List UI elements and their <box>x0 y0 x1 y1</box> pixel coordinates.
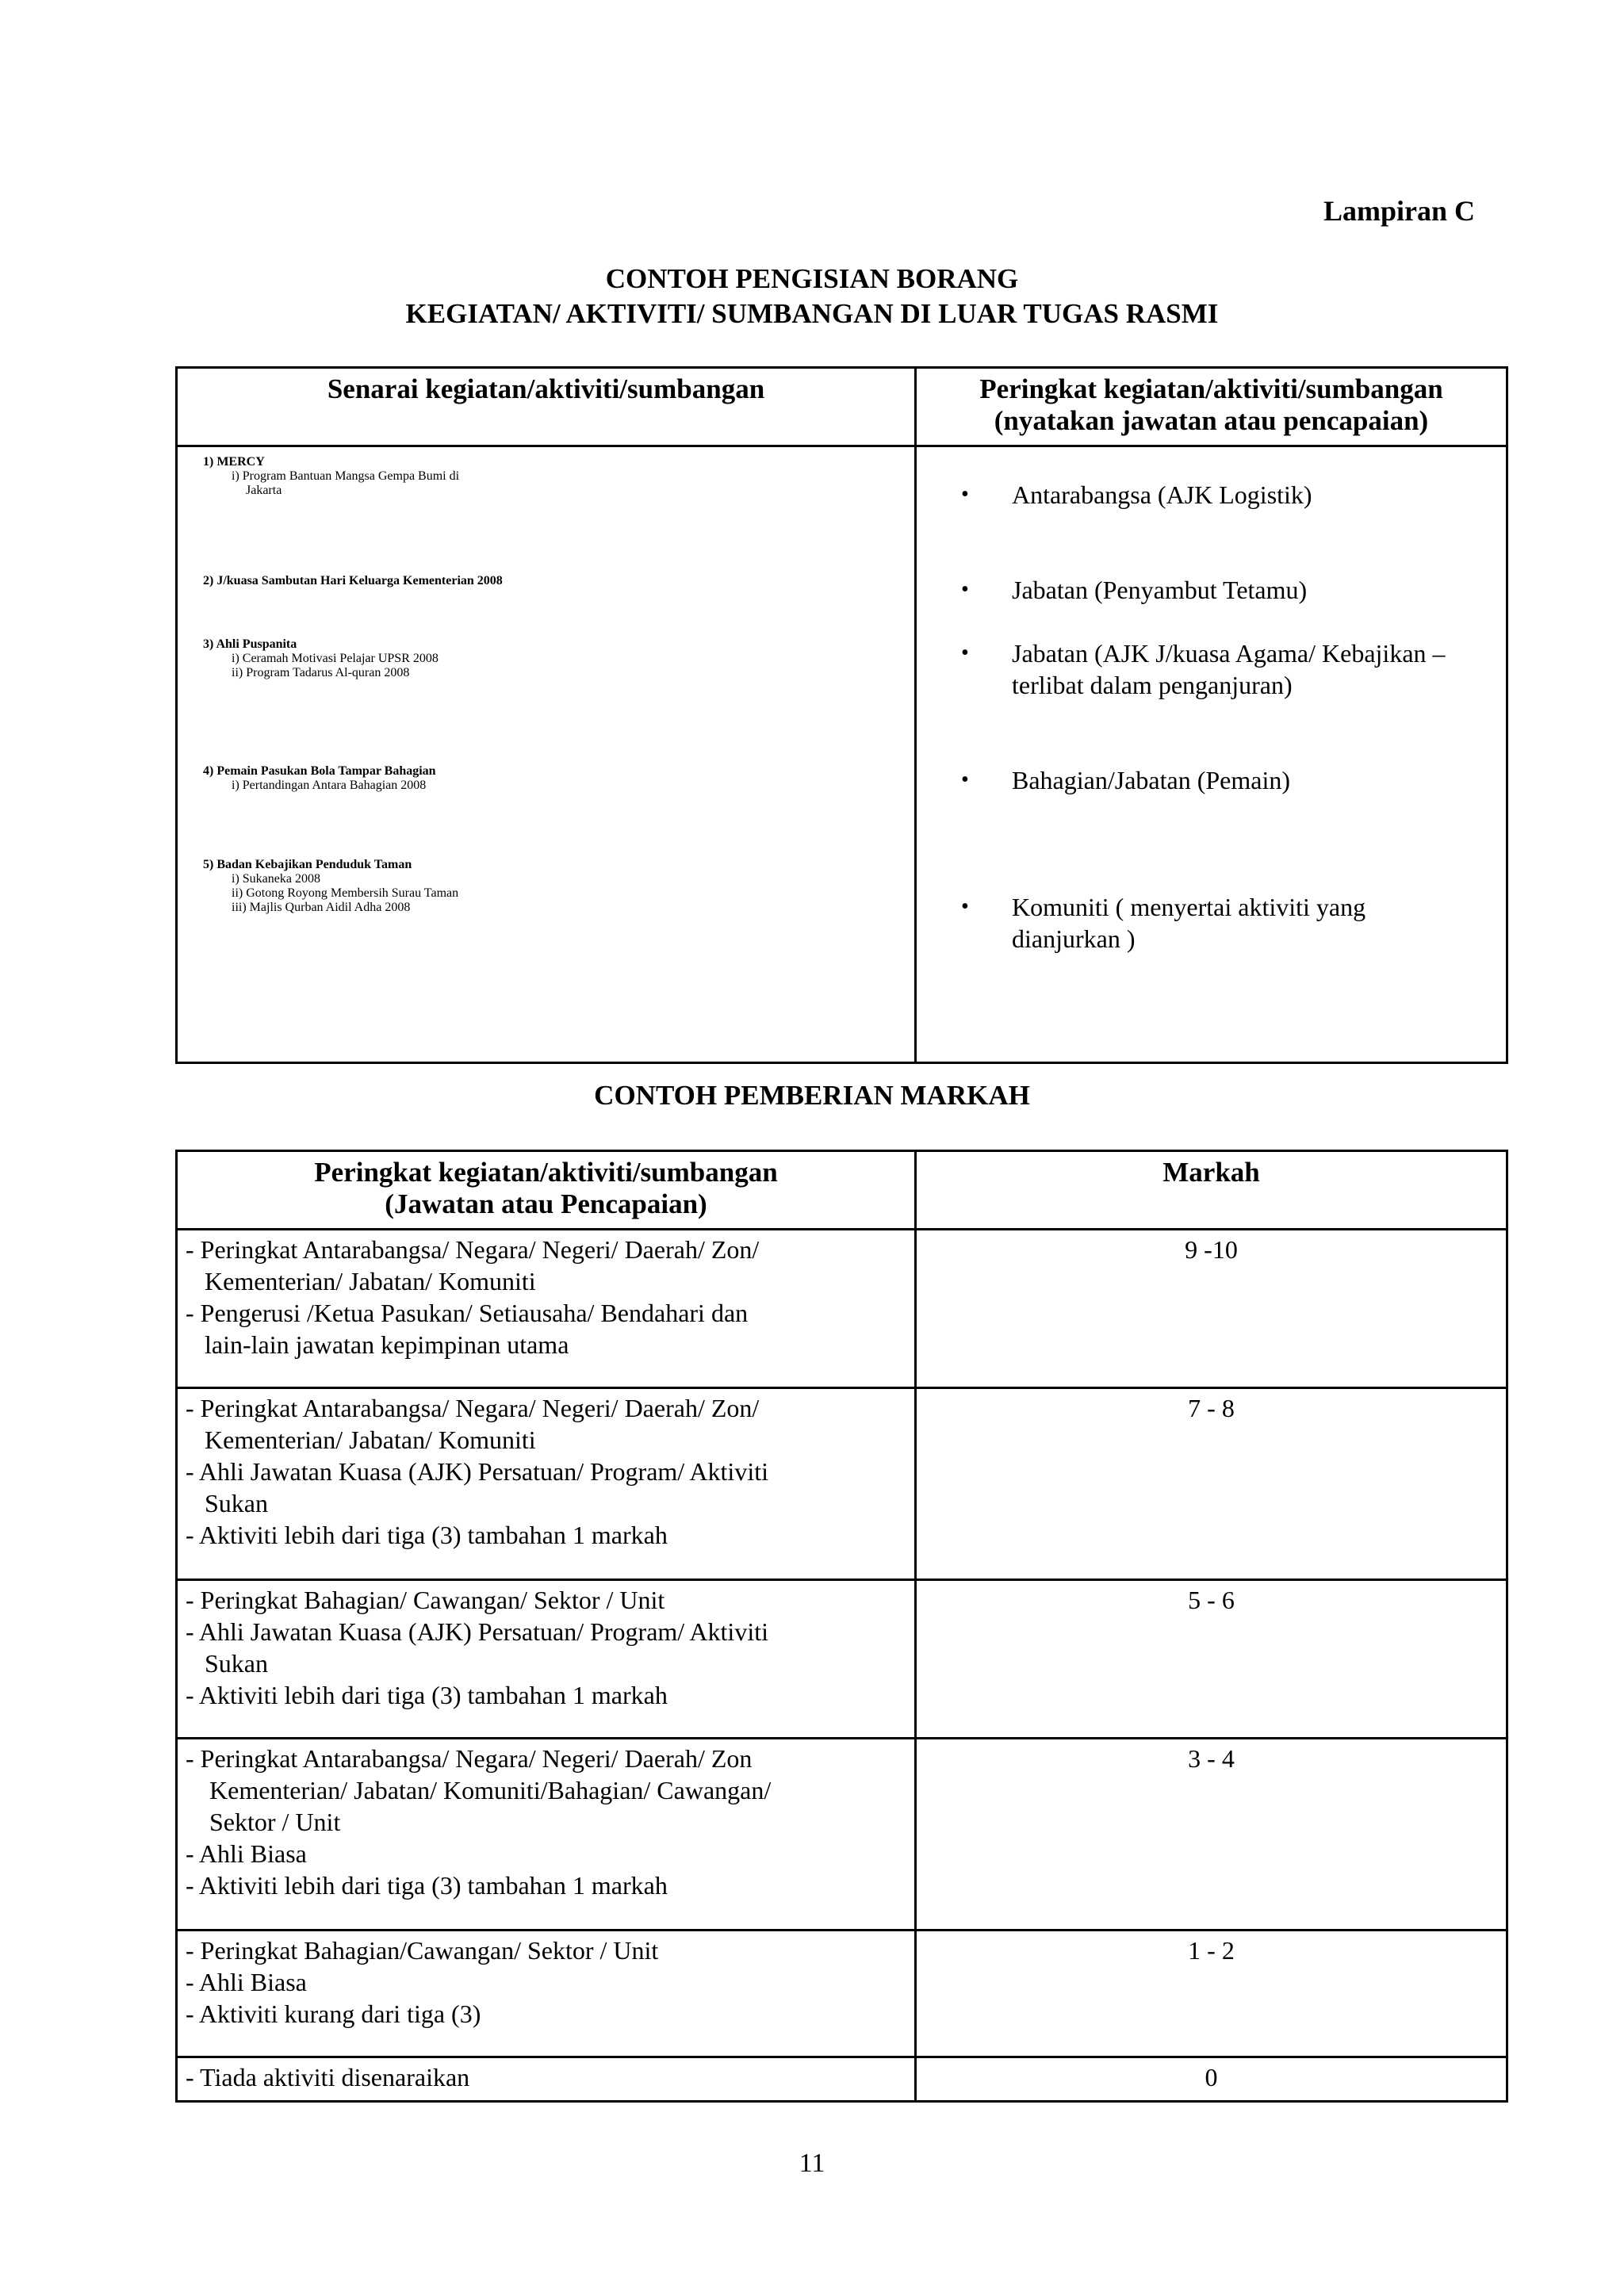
level-text: dianjurkan ) <box>1012 924 1136 953</box>
activity-group <box>203 858 458 915</box>
level-text: terlibat dalam penganjuran) <box>1012 671 1293 699</box>
criteria-line: - Tiada aktiviti disenaraikan <box>186 2063 470 2091</box>
activity-group-heading: 2) J/kuasa Sambutan Hari Keluarga Kementerian 2008 <box>203 574 503 587</box>
criteria-line: - Peringkat Antarabangsa/ Negara/ Negeri/ Daerah/ Zon/ <box>186 1394 760 1422</box>
marking-header-row <box>177 1151 1507 1230</box>
activity-item: ii) Gotong Royong Membersih Surau Taman <box>232 886 459 900</box>
criteria-line: Kementerian/ Jabatan/ Komuniti <box>205 1425 536 1454</box>
marking-table <box>175 1150 1508 2103</box>
activity-list-cell <box>177 446 916 1063</box>
criteria-line: - Peringkat Antarabangsa/ Negara/ Negeri/ Daerah/ Zon/ <box>186 1235 760 1264</box>
level-text: Jabatan (AJK J/kuasa Agama/ Kebajikan – <box>1012 639 1446 668</box>
marking-example-title: CONTOH PEMBERIAN MARKAH <box>594 1080 1030 1111</box>
marking-level-header-line1: Peringkat kegiatan/aktiviti/sumbangan <box>314 1157 778 1188</box>
criteria-line: - Aktiviti lebih dari tiga (3) tambahan 1 markah <box>186 1521 668 1549</box>
table-row <box>177 1230 1507 1388</box>
activity-level-header-line2: (nyatakan jawatan atau pencapaian) <box>994 405 1429 436</box>
marking-score-cell: 0 <box>916 2057 1507 2102</box>
marking-criteria-cell <box>177 1388 916 1580</box>
activity-item: i) Pertandingan Antara Bahagian 2008 <box>232 779 427 792</box>
table-row <box>177 1580 1507 1739</box>
level-text: Komuniti ( menyertai aktiviti yang <box>1012 893 1366 921</box>
criteria-line: - Peringkat Bahagian/ Cawangan/ Sektor / Unit <box>186 1586 665 1614</box>
criteria-line: Kementerian/ Jabatan/ Komuniti/Bahagian/ Cawangan/ <box>209 1776 772 1804</box>
level-bullet-item <box>961 479 1490 511</box>
criteria-line: - Aktiviti lebih dari tiga (3) tambahan 1 markah <box>186 1681 668 1709</box>
activity-group-heading: 3) Ahli Puspanita <box>203 637 297 651</box>
activity-form-table <box>175 366 1508 1064</box>
marking-score-header: Markah <box>916 1151 1507 1230</box>
criteria-line: - Peringkat Antarabangsa/ Negara/ Negeri/ Daerah/ Zon <box>186 1744 753 1773</box>
activity-group <box>203 637 439 680</box>
activity-list-header: Senarai kegiatan/aktiviti/sumbangan <box>177 368 916 446</box>
marking-score-cell: 1 - 2 <box>916 1931 1507 2057</box>
criteria-line: - Ahli Biasa <box>186 1839 307 1868</box>
level-text: Jabatan (Penyambut Tetamu) <box>1012 576 1308 604</box>
table-row <box>177 1739 1507 1931</box>
activity-group <box>203 574 503 588</box>
form-example-title-line2: KEGIATAN/ AKTIVITI/ SUMBANGAN DI LUAR TUGAS RASMI <box>405 298 1219 329</box>
marking-score-cell: 7 - 8 <box>916 1388 1507 1580</box>
activity-item: ii) Program Tadarus Al-quran 2008 <box>232 666 410 679</box>
activity-level-header-line1: Peringkat kegiatan/aktiviti/sumbangan <box>979 373 1443 404</box>
criteria-line: - Ahli Jawatan Kuasa (AJK) Persatuan/ Program/ Aktiviti <box>186 1617 768 1646</box>
form-example-title-line1: CONTOH PENGISIAN BORANG <box>605 263 1019 294</box>
level-text: Antarabangsa (AJK Logistik) <box>1012 480 1312 509</box>
activity-level-cell <box>916 446 1507 1063</box>
table-row <box>177 1931 1507 2057</box>
activity-group-heading: 5) Badan Kebajikan Penduduk Taman <box>203 858 412 871</box>
bullet-icon: • <box>961 894 969 919</box>
bullet-icon: • <box>961 767 969 792</box>
level-bullet-item <box>961 891 1490 955</box>
marking-level-header <box>177 1151 916 1230</box>
activity-item: i) Sukaneka 2008 <box>232 872 320 886</box>
criteria-line: - Ahli Jawatan Kuasa (AJK) Persatuan/ Program/ Aktiviti <box>186 1457 768 1486</box>
criteria-line: Kementerian/ Jabatan/ Komuniti <box>205 1267 536 1295</box>
criteria-line: Sektor / Unit <box>209 1808 341 1836</box>
activity-item: Jakarta <box>246 484 282 497</box>
criteria-line: - Aktiviti kurang dari tiga (3) <box>186 1999 481 2028</box>
level-text: Bahagian/Jabatan (Pemain) <box>1012 766 1290 794</box>
marking-criteria-cell <box>177 1739 916 1931</box>
marking-criteria-cell <box>177 1230 916 1388</box>
marking-score-cell: 5 - 6 <box>916 1580 1507 1739</box>
activity-group-heading: 4) Pemain Pasukan Bola Tampar Bahagian <box>203 764 436 778</box>
criteria-line: lain-lain jawatan kepimpinan utama <box>205 1330 569 1359</box>
activity-group-heading: 1) MERCY <box>203 455 265 469</box>
marking-criteria-cell <box>177 1931 916 2057</box>
level-bullet-item <box>961 764 1490 796</box>
level-bullet-item <box>961 574 1490 606</box>
marking-level-header-line2: (Jawatan atau Pencapaian) <box>385 1188 707 1219</box>
bullet-icon: • <box>961 577 969 602</box>
marking-score-cell: 9 -10 <box>916 1230 1507 1388</box>
activity-item: i) Ceramah Motivasi Pelajar UPSR 2008 <box>232 652 439 665</box>
criteria-line: Sukan <box>205 1649 268 1678</box>
activity-group <box>203 455 459 498</box>
form-example-title <box>0 262 1624 331</box>
activity-form-body-row <box>177 446 1507 1063</box>
criteria-line: - Peringkat Bahagian/Cawangan/ Sektor / Unit <box>186 1936 659 1965</box>
page-number: 11 <box>799 2149 825 2178</box>
bullet-icon: • <box>961 482 969 507</box>
bullet-icon: • <box>961 641 969 665</box>
criteria-line: - Pengerusi /Ketua Pasukan/ Setiausaha/ Bendahari dan <box>186 1299 749 1327</box>
activity-form-header-row <box>177 368 1507 446</box>
criteria-line: Sukan <box>205 1489 268 1517</box>
table-row <box>177 1388 1507 1580</box>
activity-level-header <box>916 368 1507 446</box>
level-bullet-item <box>961 637 1490 701</box>
marking-criteria-cell <box>177 2057 916 2102</box>
criteria-line: - Aktiviti lebih dari tiga (3) tambahan 1 markah <box>186 1871 668 1900</box>
table-row <box>177 2057 1507 2102</box>
marking-score-cell: 3 - 4 <box>916 1739 1507 1931</box>
activity-group <box>203 764 436 793</box>
marking-criteria-cell <box>177 1580 916 1739</box>
criteria-line: - Ahli Biasa <box>186 1968 307 1996</box>
activity-item: i) Program Bantuan Mangsa Gempa Bumi di <box>232 469 460 483</box>
activity-item: iii) Majlis Qurban Aidil Adha 2008 <box>232 901 411 914</box>
appendix-label: Lampiran C <box>1323 195 1475 227</box>
